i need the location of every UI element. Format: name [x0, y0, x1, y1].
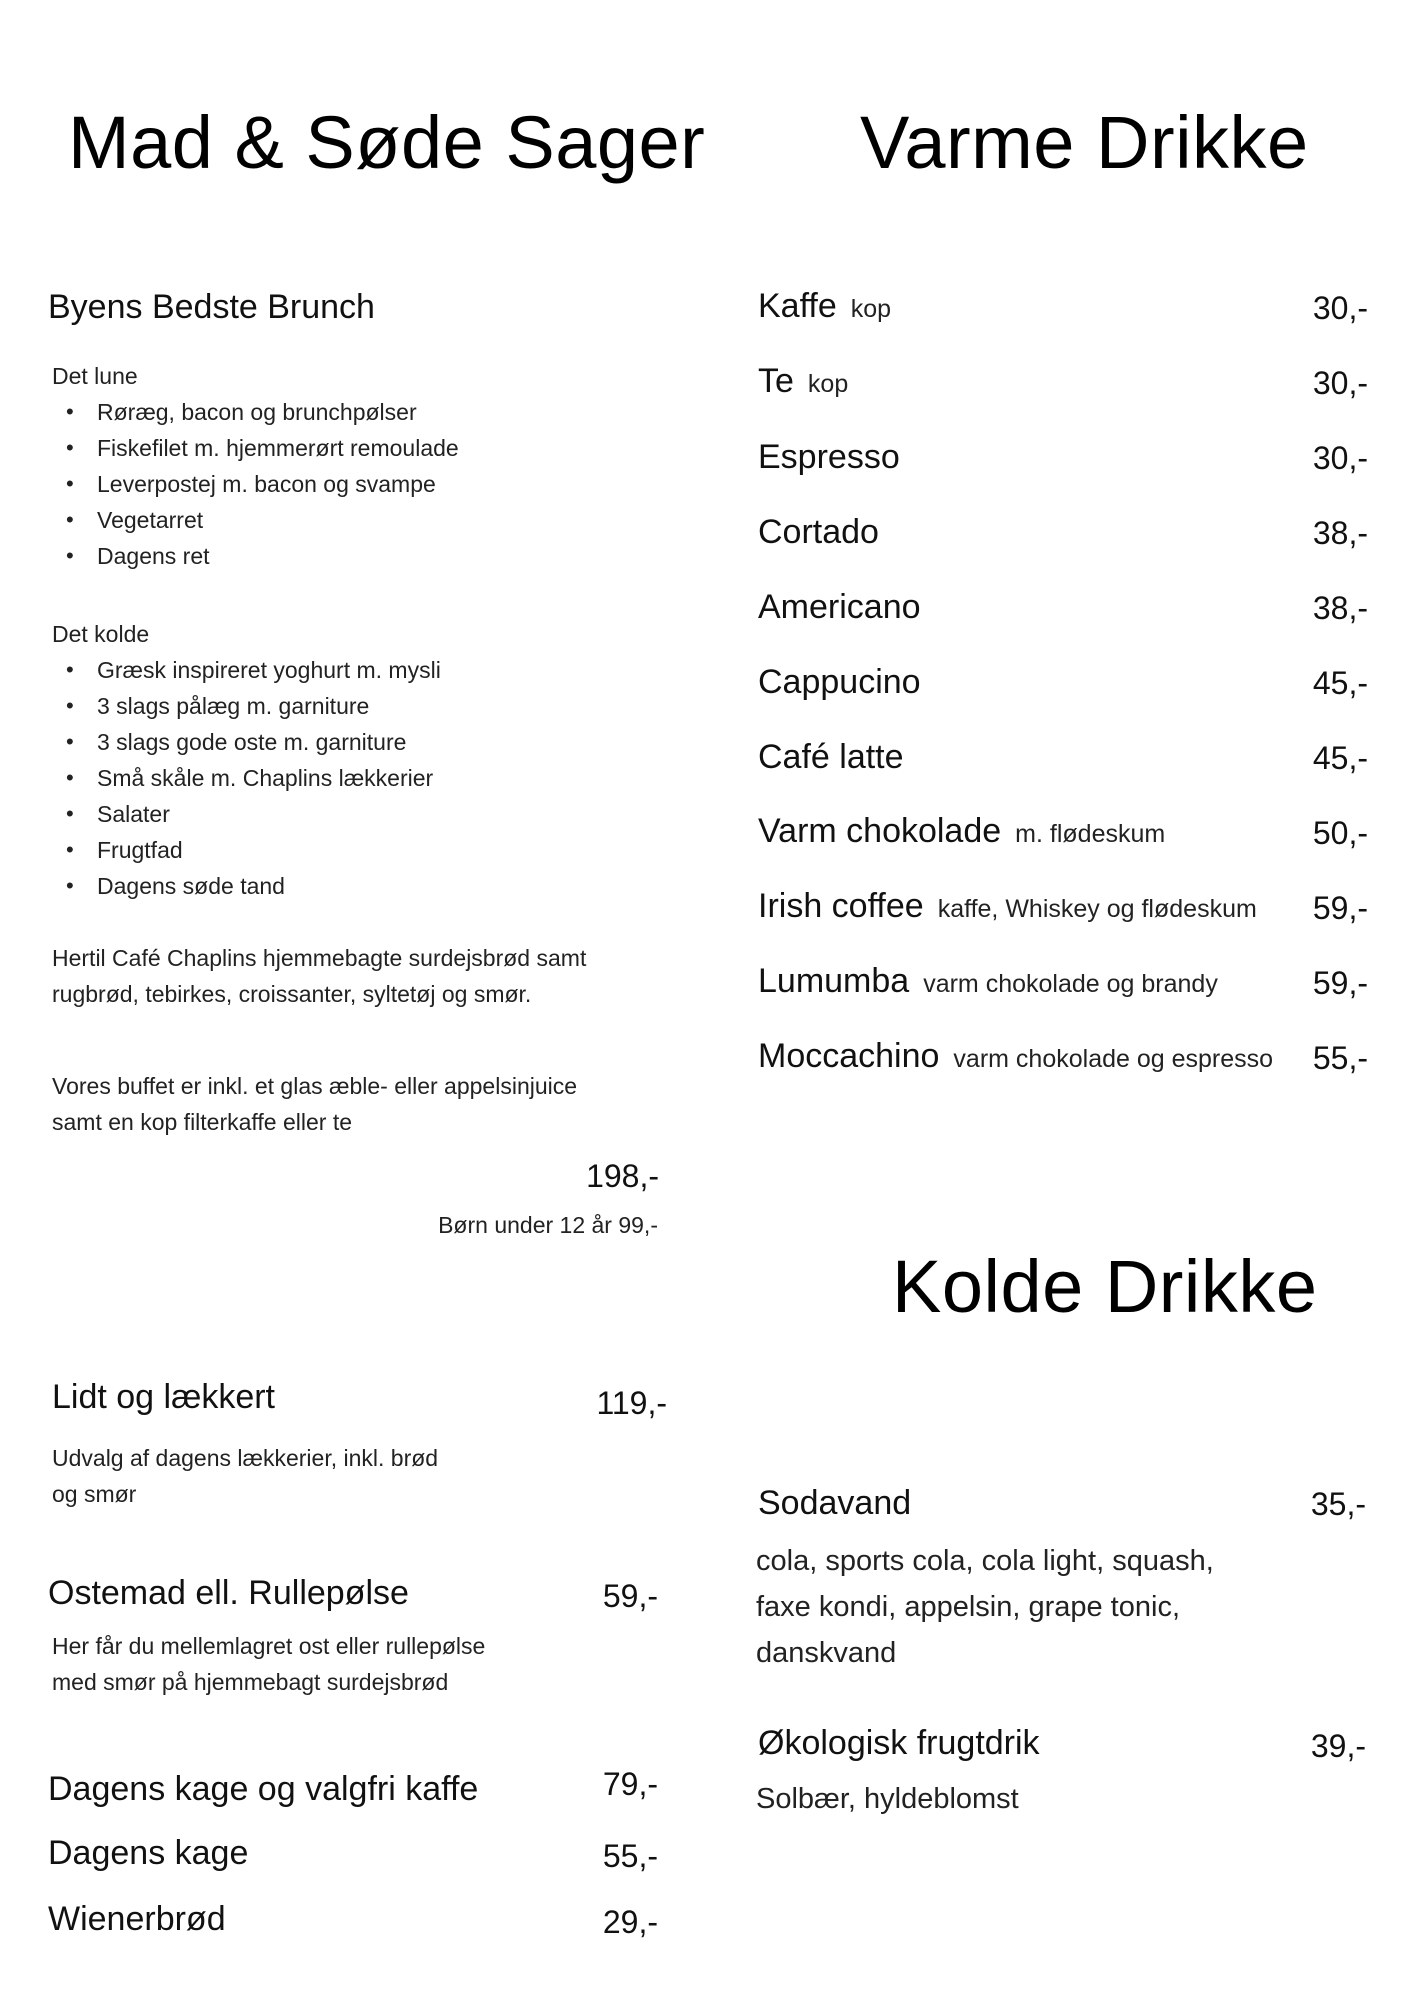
item-note: kop	[807, 370, 849, 398]
list-item: • Små skåle m. Chaplins lækkerier	[52, 760, 441, 796]
item-price: 59,-	[1312, 890, 1368, 926]
warm-heading: Det lune	[52, 363, 138, 389]
item-name: Moccachino	[758, 1037, 940, 1075]
cold-drinks-title: Kolde Drikke	[892, 1245, 1318, 1328]
list-item: • Røræg, bacon og brunchpølser	[52, 394, 459, 430]
menu-row	[758, 359, 1368, 403]
soda-name: Sodavand	[758, 1484, 912, 1522]
cold-items-list	[52, 652, 441, 904]
ostemad-name: Ostemad ell. Rullepølse	[48, 1574, 409, 1612]
ostemad-price: 59,-	[602, 1578, 658, 1614]
lidt-desc-1: Udvalg af dagens lækkerier, inkl. brød	[52, 1445, 439, 1471]
soda-price: 35,-	[1310, 1486, 1366, 1522]
lidt-price: 119,-	[596, 1385, 667, 1421]
item-price: 30,-	[1312, 440, 1368, 476]
item-name: Espresso	[758, 438, 900, 476]
item-note: m. flødeskum	[1015, 820, 1166, 848]
item-name: Café latte	[758, 738, 904, 776]
buffet-line-1: Vores buffet er inkl. et glas æble- eller appelsinjuice	[52, 1073, 578, 1099]
item-name: Cortado	[758, 513, 879, 551]
list-item: • Frugtfad	[52, 832, 441, 868]
menu-row	[758, 734, 1368, 778]
soda-desc-2: faxe kondi, appelsin, grape tonic,	[756, 1591, 1180, 1623]
brunch-child-price: Børn under 12 år 99,-	[438, 1212, 658, 1238]
menu-row	[758, 284, 1368, 328]
lidt-desc-2: og smør	[52, 1481, 137, 1507]
item-price: 38,-	[1312, 515, 1368, 551]
kage-kaffe-name: Dagens kage og valgfri kaffe	[48, 1770, 479, 1808]
menu-row	[758, 584, 1368, 628]
item-price: 50,-	[1312, 815, 1368, 851]
list-item: • Dagens ret	[52, 538, 459, 574]
item-price: 45,-	[1312, 740, 1368, 776]
menu-row	[758, 1034, 1368, 1078]
menu-row	[758, 884, 1368, 928]
item-price: 45,-	[1312, 665, 1368, 701]
menu-row	[758, 959, 1368, 1003]
item-note: kop	[850, 295, 892, 323]
wienerbroed-price: 29,-	[602, 1904, 658, 1940]
item-price: 30,-	[1312, 290, 1368, 326]
kage-name: Dagens kage	[48, 1834, 249, 1872]
list-item: • Dagens søde tand	[52, 868, 441, 904]
item-price: 38,-	[1312, 590, 1368, 626]
item-name: Varm chokolade	[758, 812, 1002, 850]
lidt-name: Lidt og lækkert	[52, 1378, 275, 1416]
soda-desc-1: cola, sports cola, cola light, squash,	[756, 1545, 1214, 1577]
item-name: Americano	[758, 588, 921, 626]
kage-price: 55,-	[602, 1838, 658, 1874]
wienerbroed-name: Wienerbrød	[48, 1900, 226, 1938]
item-name: Te	[758, 362, 794, 400]
list-item: • Fiskefilet m. hjemmerørt remoulade	[52, 430, 459, 466]
list-item: • Leverpostej m. bacon og svampe	[52, 466, 459, 502]
list-item: • Vegetarret	[52, 502, 459, 538]
cold-heading: Det kolde	[52, 621, 150, 647]
item-name: Cappucino	[758, 663, 921, 701]
hot-drinks-title: Varme Drikke	[860, 101, 1309, 184]
list-item: • Salater	[52, 796, 441, 832]
menu-row	[758, 434, 1368, 478]
kage-kaffe-price: 79,-	[602, 1766, 658, 1802]
item-note: varm chokolade og espresso	[953, 1045, 1274, 1073]
item-price: 55,-	[1312, 1040, 1368, 1076]
list-item: • 3 slags pålæg m. garniture	[52, 688, 441, 724]
list-item: • 3 slags gode oste m. garniture	[52, 724, 441, 760]
menu-row	[758, 809, 1368, 853]
item-price: 59,-	[1312, 965, 1368, 1001]
menu-row	[758, 659, 1368, 703]
juice-desc: Solbær, hyldeblomst	[756, 1783, 1019, 1815]
item-name: Kaffe	[758, 287, 837, 325]
item-note: kaffe, Whiskey og flødeskum	[937, 895, 1257, 923]
buffet-line-2: samt en kop filterkaffe eller te	[52, 1109, 352, 1135]
juice-price: 39,-	[1310, 1728, 1366, 1764]
bread-line-2: rugbrød, tebirkes, croissanter, syltetøj og smør.	[52, 981, 532, 1007]
item-name: Irish coffee	[758, 887, 924, 925]
warm-items-list	[52, 394, 459, 574]
bread-line-1: Hertil Café Chaplins hjemmebagte surdejsbrød samt	[52, 945, 587, 971]
item-price: 30,-	[1312, 365, 1368, 401]
item-name: Lumumba	[758, 962, 910, 1000]
item-note: varm chokolade og brandy	[923, 970, 1218, 998]
menu-row	[758, 509, 1368, 553]
juice-name: Økologisk frugtdrik	[758, 1724, 1040, 1762]
list-item: • Græsk inspireret yoghurt m. mysli	[52, 652, 441, 688]
ostemad-desc-1: Her får du mellemlagret ost eller rullepølse	[52, 1633, 486, 1659]
brunch-title: Byens Bedste Brunch	[48, 288, 375, 326]
food-section-title: Mad & Søde Sager	[68, 101, 706, 184]
brunch-price: 198,-	[586, 1158, 659, 1194]
soda-desc-3: danskvand	[756, 1637, 897, 1669]
ostemad-desc-2: med smør på hjemmebagt surdejsbrød	[52, 1669, 449, 1695]
